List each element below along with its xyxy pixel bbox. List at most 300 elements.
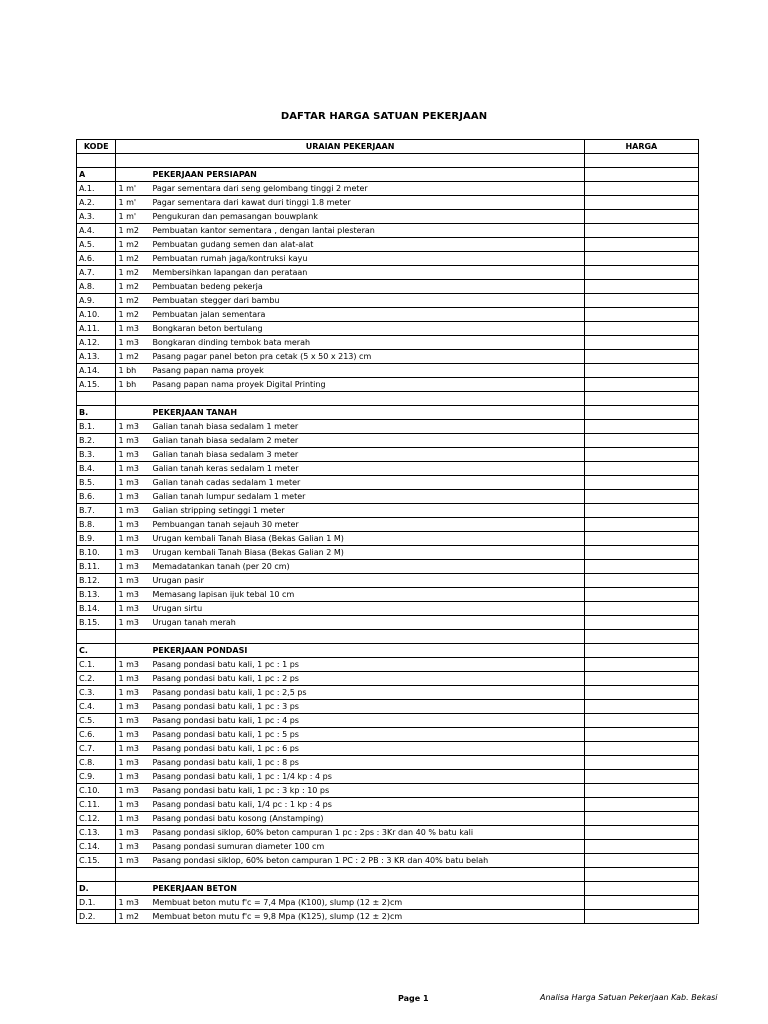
harga-cell (584, 420, 698, 434)
harga-cell (584, 392, 698, 406)
kode-cell: B.14. (77, 602, 116, 616)
uraian-label: Pasang pondasi batu kosong (Anstamping) (152, 813, 324, 823)
kode-cell: A.9. (77, 294, 116, 308)
kode-cell: C.4. (77, 700, 116, 714)
uraian-label: Pagar sementara dari kawat duri tinggi 1.8 meter (152, 197, 351, 207)
harga-cell (584, 168, 698, 182)
harga-cell (584, 574, 698, 588)
harga-cell (584, 840, 698, 854)
header-harga: HARGA (584, 140, 698, 154)
uraian-label: Pasang pagar panel beton pra cetak (5 x 50 x 213) cm (152, 351, 372, 361)
satuan-label: 1 m2 (118, 225, 139, 235)
uraian-label: Bongkaran dinding tembok bata merah (152, 337, 311, 347)
harga-cell (584, 448, 698, 462)
kode-cell: C.15. (77, 854, 116, 868)
uraian-cell (116, 196, 584, 210)
satuan-label: 1 m3 (118, 603, 139, 613)
satuan-label: 1 m3 (118, 771, 139, 781)
uraian-cell (116, 252, 584, 266)
harga-cell (584, 406, 698, 420)
table-row (77, 728, 699, 742)
kode-cell: B.12. (77, 574, 116, 588)
kode-cell: A.6. (77, 252, 116, 266)
kode-cell (77, 630, 116, 644)
footer-caption: Analisa Harga Satuan Pekerjaan Kab. Bekasi (540, 993, 718, 1002)
uraian-label: Pasang papan nama proyek (152, 365, 264, 375)
uraian-cell (116, 392, 584, 406)
uraian-label: Galian tanah biasa sedalam 1 meter (152, 421, 299, 431)
table-row (77, 560, 699, 574)
uraian-cell (116, 364, 584, 378)
uraian-cell (116, 616, 584, 630)
satuan-label: 1 m3 (118, 701, 139, 711)
kode-cell: A.3. (77, 210, 116, 224)
uraian-label: Pasang pondasi batu kali, 1/4 pc : 1 kp : 4 ps (152, 799, 332, 809)
table-row (77, 196, 699, 210)
uraian-label: Pembuatan gudang semen dan alat-alat (152, 239, 314, 249)
blank-row (77, 154, 699, 168)
uraian-label: Pagar sementara dari seng gelombang tinggi 2 meter (152, 183, 368, 193)
uraian-label: Memadatankan tanah (per 20 cm) (152, 561, 290, 571)
kode-cell: A.15. (77, 378, 116, 392)
harga-cell (584, 686, 698, 700)
kode-cell: B.6. (77, 490, 116, 504)
kode-cell: B.4. (77, 462, 116, 476)
harga-cell (584, 280, 698, 294)
uraian-label: Pembuatan stegger dari bambu (152, 295, 280, 305)
table-row (77, 770, 699, 784)
uraian-label: Galian tanah lumpur sedalam 1 meter (152, 491, 306, 501)
kode-cell: A.13. (77, 350, 116, 364)
uraian-label: Memasang lapisan ijuk tebal 10 cm (152, 589, 295, 599)
blank-row (77, 392, 699, 406)
harga-cell (584, 364, 698, 378)
table-row (77, 854, 699, 868)
uraian-cell (116, 182, 584, 196)
table-header-row (77, 140, 699, 154)
kode-cell: C.5. (77, 714, 116, 728)
satuan-label: 1 m3 (118, 547, 139, 557)
uraian-label: Membersihkan lapangan dan perataan (152, 267, 308, 277)
satuan-label: 1 m3 (118, 813, 139, 823)
harga-cell (584, 182, 698, 196)
table-row (77, 546, 699, 560)
kode-cell: B.9. (77, 532, 116, 546)
table-row (77, 602, 699, 616)
harga-cell (584, 728, 698, 742)
price-table (76, 139, 699, 924)
satuan-label: 1 m3 (118, 449, 139, 459)
satuan-label: 1 m3 (118, 491, 139, 501)
uraian-label: Pasang pondasi siklop, 60% beton campuran 1 PC : 2 PB : 3 KR dan 40% batu belah (152, 855, 489, 865)
uraian-label: Pasang pondasi batu kali, 1 pc : 1 ps (152, 659, 299, 669)
harga-cell (584, 462, 698, 476)
table-row (77, 504, 699, 518)
uraian-label: Pasang pondasi batu kali, 1 pc : 8 ps (152, 757, 299, 767)
kode-cell: B. (77, 406, 116, 420)
uraian-cell (116, 210, 584, 224)
uraian-cell (116, 728, 584, 742)
uraian-cell (116, 448, 584, 462)
uraian-cell (116, 840, 584, 854)
uraian-cell (116, 770, 584, 784)
table-row (77, 574, 699, 588)
uraian-cell (116, 882, 584, 896)
uraian-cell (116, 630, 584, 644)
kode-cell: C.8. (77, 756, 116, 770)
satuan-label: 1 m3 (118, 421, 139, 431)
uraian-cell (116, 812, 584, 826)
kode-cell: C.6. (77, 728, 116, 742)
satuan-label: 1 m2 (118, 911, 139, 921)
satuan-label: 1 m2 (118, 267, 139, 277)
kode-cell: A.2. (77, 196, 116, 210)
uraian-cell (116, 574, 584, 588)
satuan-label: 1 m3 (118, 589, 139, 599)
harga-cell (584, 700, 698, 714)
uraian-cell (116, 714, 584, 728)
table-row (77, 812, 699, 826)
kode-cell: D.1. (77, 896, 116, 910)
kode-cell: A (77, 168, 116, 182)
harga-cell (584, 518, 698, 532)
harga-cell (584, 854, 698, 868)
uraian-cell (116, 266, 584, 280)
satuan-label: 1 m3 (118, 743, 139, 753)
harga-cell (584, 336, 698, 350)
uraian-label: Pasang pondasi batu kali, 1 pc : 5 ps (152, 729, 299, 739)
kode-cell: A.5. (77, 238, 116, 252)
uraian-cell (116, 560, 584, 574)
table-row (77, 798, 699, 812)
harga-cell (584, 672, 698, 686)
satuan-label: 1 m3 (118, 841, 139, 851)
uraian-cell (116, 280, 584, 294)
section-title: PEKERJAAN TANAH (152, 407, 238, 417)
harga-cell (584, 630, 698, 644)
header-kode: KODE (77, 140, 116, 154)
harga-cell (584, 812, 698, 826)
uraian-label: Membuat beton mutu f'c = 9,8 Mpa (K125), slump (12 ± 2)cm (152, 911, 403, 921)
section-title: PEKERJAAN PONDASI (152, 645, 248, 655)
table-row (77, 280, 699, 294)
uraian-cell (116, 672, 584, 686)
table-row (77, 294, 699, 308)
satuan-label: 1 bh (118, 379, 137, 389)
uraian-cell (116, 490, 584, 504)
harga-cell (584, 252, 698, 266)
uraian-cell (116, 462, 584, 476)
table-row (77, 840, 699, 854)
table-row (77, 756, 699, 770)
kode-cell (77, 392, 116, 406)
harga-cell (584, 532, 698, 546)
harga-cell (584, 434, 698, 448)
section-row (77, 406, 699, 420)
uraian-label: Galian tanah biasa sedalam 3 meter (152, 449, 299, 459)
satuan-label: 1 m' (118, 197, 137, 207)
satuan-label: 1 m3 (118, 477, 139, 487)
satuan-label: 1 m3 (118, 785, 139, 795)
uraian-cell (116, 910, 584, 924)
uraian-cell (116, 686, 584, 700)
uraian-label: Pasang pondasi sumuran diameter 100 cm (152, 841, 325, 851)
kode-cell: C.2. (77, 672, 116, 686)
harga-cell (584, 714, 698, 728)
uraian-cell (116, 378, 584, 392)
uraian-label: Pasang papan nama proyek Digital Printing (152, 379, 326, 389)
table-row (77, 448, 699, 462)
kode-cell: A.8. (77, 280, 116, 294)
satuan-label: 1 m3 (118, 673, 139, 683)
satuan-label: 1 m3 (118, 337, 139, 347)
table-row (77, 182, 699, 196)
table-row (77, 252, 699, 266)
uraian-label: Pasang pondasi batu kali, 1 pc : 4 ps (152, 715, 299, 725)
satuan-label: 1 m3 (118, 897, 139, 907)
uraian-label: Pasang pondasi batu kali, 1 pc : 1/4 kp : 4 ps (152, 771, 332, 781)
kode-cell: B.8. (77, 518, 116, 532)
kode-cell: A.4. (77, 224, 116, 238)
harga-cell (584, 826, 698, 840)
harga-cell (584, 644, 698, 658)
harga-cell (584, 882, 698, 896)
kode-cell: B.3. (77, 448, 116, 462)
satuan-label: 1 m2 (118, 309, 139, 319)
uraian-cell (116, 336, 584, 350)
kode-cell: C.13. (77, 826, 116, 840)
satuan-label: 1 m3 (118, 799, 139, 809)
uraian-cell (116, 700, 584, 714)
kode-cell: D.2. (77, 910, 116, 924)
satuan-label: 1 m2 (118, 351, 139, 361)
uraian-cell (116, 546, 584, 560)
table-row (77, 210, 699, 224)
blank-row (77, 868, 699, 882)
satuan-label: 1 m3 (118, 659, 139, 669)
kode-cell: C.3. (77, 686, 116, 700)
uraian-cell (116, 322, 584, 336)
uraian-label: Urugan pasir (152, 575, 204, 585)
kode-cell (77, 868, 116, 882)
section-title: PEKERJAAN BETON (152, 883, 237, 893)
table-row (77, 364, 699, 378)
kode-cell: B.7. (77, 504, 116, 518)
uraian-cell (116, 602, 584, 616)
satuan-label: 1 m3 (118, 505, 139, 515)
harga-cell (584, 266, 698, 280)
kode-cell: C.10. (77, 784, 116, 798)
uraian-label: Pembuatan rumah jaga/kontruksi kayu (152, 253, 308, 263)
kode-cell: B.13. (77, 588, 116, 602)
table-row (77, 434, 699, 448)
satuan-label: 1 m3 (118, 827, 139, 837)
document-title: DAFTAR HARGA SATUAN PEKERJAAN (280, 111, 488, 122)
table-row (77, 378, 699, 392)
section-title: PEKERJAAN PERSIAPAN (152, 169, 257, 179)
table-row (77, 588, 699, 602)
uraian-cell (116, 476, 584, 490)
table-row (77, 742, 699, 756)
harga-cell (584, 224, 698, 238)
table-row (77, 490, 699, 504)
uraian-cell (116, 168, 584, 182)
satuan-label: 1 m2 (118, 295, 139, 305)
table-row (77, 784, 699, 798)
section-row (77, 644, 699, 658)
section-row (77, 882, 699, 896)
harga-cell (584, 504, 698, 518)
harga-cell (584, 742, 698, 756)
harga-cell (584, 322, 698, 336)
harga-cell (584, 308, 698, 322)
uraian-label: Galian stripping setinggi 1 meter (152, 505, 285, 515)
uraian-label: Galian tanah biasa sedalam 2 meter (152, 435, 299, 445)
harga-cell (584, 602, 698, 616)
kode-cell: C. (77, 644, 116, 658)
kode-cell: A.1. (77, 182, 116, 196)
harga-cell (584, 868, 698, 882)
kode-cell: B.15. (77, 616, 116, 630)
uraian-cell (116, 238, 584, 252)
uraian-cell (116, 504, 584, 518)
table-row (77, 700, 699, 714)
uraian-cell (116, 518, 584, 532)
harga-cell (584, 658, 698, 672)
satuan-label: 1 m2 (118, 239, 139, 249)
kode-cell: C.12. (77, 812, 116, 826)
harga-cell (584, 910, 698, 924)
table-row (77, 518, 699, 532)
kode-cell: A.11. (77, 322, 116, 336)
page-number: Page 1 (398, 994, 429, 1003)
kode-cell: D. (77, 882, 116, 896)
uraian-label: Pembuangan tanah sejauh 30 meter (152, 519, 299, 529)
harga-cell (584, 154, 698, 168)
satuan-label: 1 m3 (118, 435, 139, 445)
uraian-label: Urugan sirtu (152, 603, 203, 613)
uraian-label: Pasang pondasi batu kali, 1 pc : 3 ps (152, 701, 299, 711)
table-row (77, 532, 699, 546)
satuan-label: 1 m3 (118, 715, 139, 725)
uraian-cell (116, 406, 584, 420)
uraian-cell (116, 644, 584, 658)
header-uraian: URAIAN PEKERJAAN (116, 140, 584, 154)
uraian-cell (116, 854, 584, 868)
table-row (77, 462, 699, 476)
satuan-label: 1 bh (118, 365, 137, 375)
kode-cell: B.10. (77, 546, 116, 560)
kode-cell: C.11. (77, 798, 116, 812)
uraian-label: Urugan kembali Tanah Biasa (Bekas Galian 1 M) (152, 533, 344, 543)
uraian-cell (116, 798, 584, 812)
table-body (77, 154, 699, 924)
uraian-cell (116, 896, 584, 910)
satuan-label: 1 m3 (118, 617, 139, 627)
uraian-cell (116, 784, 584, 798)
table-row (77, 658, 699, 672)
uraian-label: Pasang pondasi batu kali, 1 pc : 3 kp : 10 ps (152, 785, 330, 795)
kode-cell: A.7. (77, 266, 116, 280)
kode-cell: B.11. (77, 560, 116, 574)
table-row (77, 672, 699, 686)
uraian-cell (116, 154, 584, 168)
uraian-cell (116, 742, 584, 756)
satuan-label: 1 m3 (118, 463, 139, 473)
uraian-label: Pengukuran dan pemasangan bouwplank (152, 211, 318, 221)
table-row (77, 420, 699, 434)
satuan-label: 1 m3 (118, 687, 139, 697)
harga-cell (584, 546, 698, 560)
uraian-cell (116, 658, 584, 672)
uraian-cell (116, 294, 584, 308)
harga-cell (584, 588, 698, 602)
harga-cell (584, 756, 698, 770)
harga-cell (584, 896, 698, 910)
uraian-cell (116, 826, 584, 840)
harga-cell (584, 616, 698, 630)
blank-row (77, 630, 699, 644)
kode-cell (77, 154, 116, 168)
table-row (77, 910, 699, 924)
harga-cell (584, 476, 698, 490)
uraian-label: Pasang pondasi batu kali, 1 pc : 2,5 ps (152, 687, 307, 697)
kode-cell: A.14. (77, 364, 116, 378)
table-row (77, 350, 699, 364)
uraian-cell (116, 756, 584, 770)
table-row (77, 224, 699, 238)
uraian-label: Pasang pondasi siklop, 60% beton campuran 1 pc : 2ps : 3Kr dan 40 % batu kali (152, 827, 474, 837)
kode-cell: C.9. (77, 770, 116, 784)
kode-cell: C.7. (77, 742, 116, 756)
harga-cell (584, 210, 698, 224)
harga-cell (584, 784, 698, 798)
table-row (77, 322, 699, 336)
satuan-label: 1 m2 (118, 253, 139, 263)
harga-cell (584, 798, 698, 812)
table-row (77, 266, 699, 280)
uraian-label: Pasang pondasi batu kali, 1 pc : 6 ps (152, 743, 299, 753)
satuan-label: 1 m2 (118, 281, 139, 291)
table-row (77, 476, 699, 490)
harga-cell (584, 490, 698, 504)
kode-cell: C.14. (77, 840, 116, 854)
satuan-label: 1 m3 (118, 757, 139, 767)
kode-cell: A.12. (77, 336, 116, 350)
uraian-cell (116, 420, 584, 434)
uraian-label: Pasang pondasi batu kali, 1 pc : 2 ps (152, 673, 299, 683)
harga-cell (584, 350, 698, 364)
uraian-label: Galian tanah cadas sedalam 1 meter (152, 477, 301, 487)
table-row (77, 686, 699, 700)
uraian-cell (116, 868, 584, 882)
uraian-cell (116, 224, 584, 238)
uraian-label: Bongkaran beton bertulang (152, 323, 263, 333)
uraian-cell (116, 434, 584, 448)
uraian-label: Urugan tanah merah (152, 617, 236, 627)
uraian-label: Galian tanah keras sedalam 1 meter (152, 463, 299, 473)
uraian-cell (116, 532, 584, 546)
harga-cell (584, 238, 698, 252)
uraian-label: Pembuatan jalan sementara (152, 309, 266, 319)
uraian-label: Pembuatan kantor sementara , dengan lantai plesteran (152, 225, 375, 235)
satuan-label: 1 m3 (118, 533, 139, 543)
satuan-label: 1 m3 (118, 855, 139, 865)
table-row (77, 896, 699, 910)
kode-cell: C.1. (77, 658, 116, 672)
satuan-label: 1 m3 (118, 519, 139, 529)
uraian-cell (116, 308, 584, 322)
